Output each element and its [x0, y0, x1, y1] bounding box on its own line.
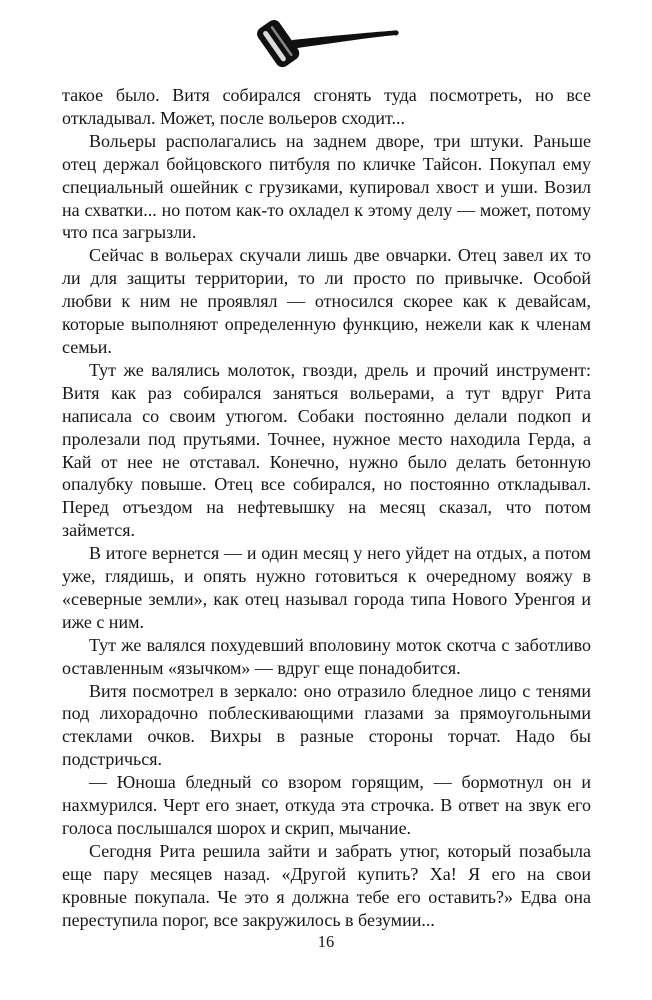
sledgehammer-icon: [251, 17, 401, 69]
paragraph: — Юноша бледный со взором горящим, — бормотнул он и нахмурился. Черт его знает, откуда эта строчка. В ответ на звук его голоса послышался шорох и скрип, мычание.: [62, 772, 591, 838]
paragraph: такое было. Витя собирался сгонять туда посмотреть, но все откладывал. Может, после вольеров сходит...: [62, 85, 591, 128]
paragraph: Тут же валялся похудевший вполовину моток скотча с заботливо оставленным «язычком» — вдруг еще понадобится.: [62, 634, 591, 678]
page-number: 16: [317, 932, 335, 951]
paragraph: Сегодня Рита решила зайти и забрать утюг, который позабыла еще пару месяцев назад. «Другой купить? Ха! Я его на свои кровные покупала. Че это я должна тебе его оставить?» Едва она переступила порог, все закружилось в безумии...: [62, 840, 591, 930]
paragraph: Вольеры располагались на заднем дворе, три штуки. Раньше отец держал бойцовского питбуля по кличке Тайсон. Покупал ему специальный ошейник с грузиками, купировал хвост и уши. Возил на схватки... но потом как-то охладел к этому делу — может, потому что пса загрызли.: [62, 130, 591, 243]
page-text: [62, 84, 591, 932]
paragraph: В итоге вернется — и один месяц у него уйдет на отдых, а потом уже, глядишь, и опять нужно готовиться к очередному вояжу в «северные земли», как отец называл города типа Нового Уренгоя и иже с ним.: [62, 543, 591, 632]
paragraph: Тут же валялись молоток, гвозди, дрель и прочий инструмент: Витя как раз собирался заняться вольерами, а тут вдруг Рита написала со своим утюгом. Собаки постоянно делали подкоп и пролезали под прутьями. Точнее, нужное место находила Герда, а Кай от нее не отставал. Конечно, нужно было делать бетонную опалубку повыше. Отец все собирался, но постоянно откладывал. Перед отъездом на нефтевышку на месяц сказал, что потом займется.: [62, 359, 591, 541]
paragraph: Витя посмотрел в зеркало: оно отразило бледное лицо с тенями под лихорадочно поблескивающими глазами за прямоугольными стеклами очков. Вихры в разные стороны торчат. Надо бы подстричься.: [62, 680, 591, 770]
chapter-ornament: [0, 14, 652, 72]
paragraph: Сейчас в вольерах скучали лишь две овчарки. Отец завел их то ли для защиты территории, то ли просто по привычке. Особой любви к ним не проявлял — относился скорее как к девайсам, которые выполняют определенную функцию, нежели как к членам семьи.: [62, 245, 591, 357]
